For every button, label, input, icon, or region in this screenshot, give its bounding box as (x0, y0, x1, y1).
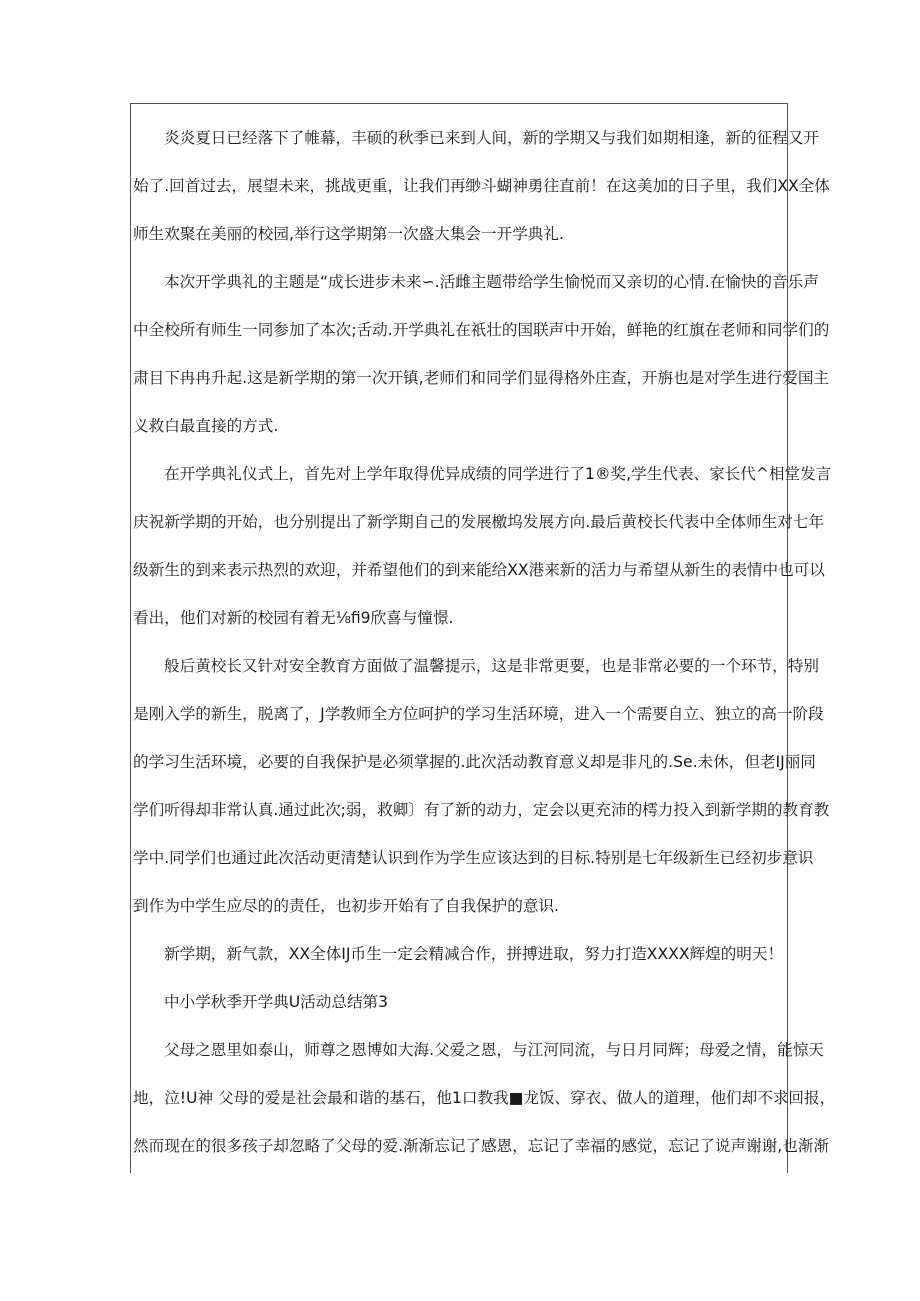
paragraph-line: 义救白最直接的方式. (133, 417, 279, 435)
paragraph-line: 地，泣!U神 父母的爱是社会最和谐的基石，他1口教我■龙饭、穿衣、做人的道理，他们却不求回报， (133, 1089, 836, 1107)
paragraph-line: 学中.同学们也通过此次活动更清楚认识到作为学生应该达到的目标.特别是七年级新生已经初步意识 (133, 849, 814, 867)
paragraph-line: 学们听得却非常认真.通过此次;弱，救卿〕有了新的动力，定会以更充沛的樗力投入到新学期的教育教 (133, 801, 830, 819)
paragraph-line: 看出，他们对新的校园有着无⅛fi9欣喜与憧憬. (133, 609, 454, 627)
paragraph-line: 庆祝新学期的开始，也分别提出了新学期自己的发展檄坞发展方向.最后黄校长代表中全体师生对七年 (133, 513, 825, 531)
paragraph-line: 本次开学典礼的主题是“成长进步未来∽.活雌主题带给学生愉悦而又亲切的心情.在愉快的音乐声 (164, 273, 819, 291)
paragraph-line: 般后黄校长又针对安全教育方面做了温馨提示，这是非常更要，也是非常必要的一个环节，特别 (164, 657, 819, 675)
paragraph-line: 始了.回首过去，展望未来，挑战更重，让我们再缈斗蝴神勇往直前！在这美加的日子里，我们XX全体 (133, 177, 830, 195)
paragraph-line: 在开学典礼仪式上，首先对上学年取得优异成绩的同学进行了1®奖,学生代表、家长代^相堂发言 (164, 465, 832, 483)
paragraph-line: 中全校所有师生一同参加了本次;舌动.开学典礼在祇壮的国联声中开始，鲜艳的红旗在老师和同学们的 (133, 321, 830, 339)
paragraph-line: 是刚入学的新生，脱离了，J学教师全方位呵护的学习生活环境，进入一个需要自立、独立的高一阶段 (133, 705, 824, 723)
paragraph-line: 炎炎夏日已经落下了帷幕，丰硕的秋季已来到人间，新的学期又与我们如期相逢，新的征程又开 (164, 129, 819, 147)
paragraph-line: 的学习生活环境，必要的自我保护是必须掌握的.此次活动教育意义却是非凡的.Se.未休，但老IJ丽同 (133, 753, 816, 771)
paragraph-line: 肃目下冉冉升起.这是新学期的第一次开镇,老师们和同学们显得格外庄查，开旃也是对学生进行爱国主 (133, 369, 830, 387)
paragraph-line: 级新生的到来表示热烈的欢迎，并希望他们的到来能给XX港来新的活力与希望从新生的表情中也可以 (133, 561, 825, 579)
section-heading: 中小学秋季开学典U活动总结第3 (164, 993, 389, 1011)
paragraph-line: 然而现在的很多孩子却忽略了父母的爱.渐渐忘记了感恩，忘记了幸福的感觉，忘记了说声谢谢,也渐渐 (133, 1137, 830, 1155)
paragraph-line: 到作为中学生应尽的的责任，也初步开始有了自我保护的意识. (133, 897, 559, 915)
paragraph-line: 师生欢聚在美丽的校园,举行这学期第一次盛大集会一开学典礼. (133, 225, 564, 243)
document-page (130, 103, 836, 1173)
paragraph-line: 新学期，新气款，XX全体IJ币生一定会精减合作，拼搏进取，努力打造XXXX辉煌的明天！ (164, 945, 784, 963)
paragraph-line: 父母之恩里如泰山，师尊之恩博如大海.父爱之恩，与江河同流，与日月同辉；母爱之情，能惊天 (164, 1041, 824, 1059)
